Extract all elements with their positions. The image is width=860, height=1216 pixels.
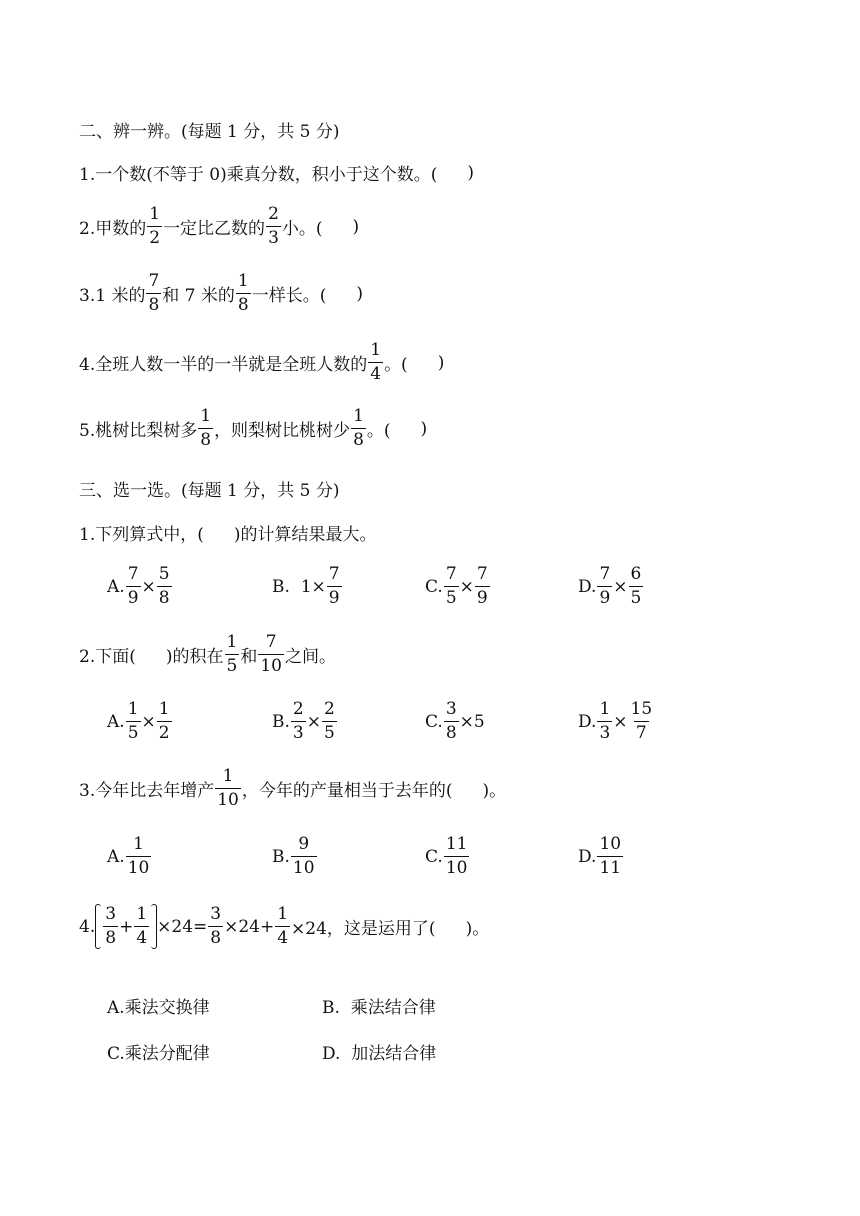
fraction: $\frac{1}{8}$ — [353, 406, 364, 450]
option-c[interactable]: C. $\frac{3}{8}$ ×5 — [425, 699, 485, 743]
fraction: $\frac{3}{8}$ — [105, 904, 117, 948]
fraction: $\frac{11}{10}$ — [445, 834, 468, 878]
option-b[interactable]: B. 1× $\frac{7}{9}$ — [272, 564, 340, 608]
option-d[interactable]: D. $\frac{7}{9}$ × $\frac{6}{5}$ — [578, 564, 642, 608]
fraction: $\frac{2}{3}$ — [268, 204, 279, 248]
fraction: $\frac{1}{5}$ — [226, 632, 238, 676]
fraction: $\frac{7}{9}$ — [328, 564, 340, 608]
fraction: $\frac{1}{4}$ — [136, 904, 148, 948]
s2-question-5: 5.桃树比梨树多 $\frac{1}{8}$ ，则梨树比桃树少 $\frac{1}{8}$ 。( ) — [79, 406, 428, 450]
option-d[interactable]: D. $\frac{1}{3}$ × $\frac{15}{7}$ — [578, 699, 653, 743]
option-c[interactable]: C. $\frac{11}{10}$ — [425, 834, 468, 878]
fraction: $\frac{9}{10}$ — [292, 834, 315, 878]
bracket-group: $\frac{3}{8}$ + $\frac{1}{4}$ — [95, 906, 157, 947]
s2-question-1: 1.一个数(不等于 0)乘真分数，积小于这个数。( ) — [79, 162, 474, 185]
fraction: $\frac{7}{9}$ — [476, 564, 488, 608]
fraction: $\frac{7}{9}$ — [599, 564, 611, 608]
option-b[interactable]: B. $\frac{9}{10}$ — [272, 834, 315, 878]
fraction: $\frac{3}{8}$ — [210, 904, 222, 948]
fraction: $\frac{2}{3}$ — [292, 699, 304, 743]
s2-question-2: 2.甲数的 $\frac{1}{2}$ 一定比乙数的 $\frac{2}{3}$ 小。( ) — [79, 204, 360, 248]
section3-heading: 三、选一选。(每题 1 分，共 5 分) — [79, 481, 340, 501]
fraction: $\frac{2}{5}$ — [323, 699, 335, 743]
option-c[interactable]: C. $\frac{7}{5}$ × $\frac{7}{9}$ — [425, 564, 488, 608]
fraction: $\frac{1}{2}$ — [149, 204, 161, 248]
fraction: $\frac{7}{8}$ — [148, 271, 160, 315]
s2-question-4: 4.全班人数一半的一半就是全班人数的 $\frac{1}{4}$ 。( ) — [79, 340, 445, 384]
option-d[interactable]: D. 加法结合律 — [322, 1044, 437, 1064]
option-b[interactable]: B. $\frac{2}{3}$ × $\frac{2}{5}$ — [272, 699, 335, 743]
option-a[interactable]: A. $\frac{1}{10}$ — [107, 834, 150, 878]
s3-question-2: 2.下面( )的积在 $\frac{1}{5}$ 和 $\frac{7}{10}$ 之间。 — [79, 632, 336, 676]
fraction: $\frac{7}{10}$ — [260, 632, 282, 676]
fraction: $\frac{7}{9}$ — [127, 564, 139, 608]
fraction: $\frac{15}{7}$ — [630, 699, 653, 743]
fraction: $\frac{5}{8}$ — [158, 564, 170, 608]
fraction: $\frac{1}{10}$ — [217, 766, 239, 810]
option-a[interactable]: A.乘法交换律 — [107, 998, 210, 1018]
fraction: $\frac{1}{2}$ — [158, 699, 170, 743]
s2-question-3: 3.1 米的 $\frac{7}{8}$ 和 7 米的 $\frac{1}{8}$ 一样长。( ) — [79, 271, 364, 315]
option-d[interactable]: D. $\frac{10}{11}$ — [578, 834, 622, 878]
option-c[interactable]: C.乘法分配律 — [107, 1044, 210, 1064]
fraction: $\frac{1}{4}$ — [277, 904, 289, 948]
option-b[interactable]: B. 乘法结合律 — [322, 998, 436, 1018]
fraction: $\frac{1}{10}$ — [127, 834, 150, 878]
fraction: $\frac{1}{5}$ — [127, 699, 139, 743]
fraction: $\frac{1}{8}$ — [200, 406, 212, 450]
s3-question-4: 4. $\frac{3}{8}$ + $\frac{1}{4}$ ×24= $\frac{3}{8}$ ×24+ $\frac{1}{4}$ ×24，这是运用了( )。 — [79, 904, 490, 948]
s3-question-3: 3.今年比去年增产 $\frac{1}{10}$ ，今年的产量相当于去年的( )。 — [79, 766, 507, 810]
fraction: $\frac{3}{8}$ — [445, 699, 457, 743]
s3-question-1: 1.下列算式中，( )的计算结果最大。 — [79, 525, 377, 545]
fraction: $\frac{6}{5}$ — [630, 564, 642, 608]
option-a[interactable]: A. $\frac{7}{9}$ × $\frac{5}{8}$ — [107, 564, 170, 608]
fraction: $\frac{10}{11}$ — [599, 834, 622, 878]
fraction: $\frac{1}{3}$ — [599, 699, 611, 743]
fraction: $\frac{1}{4}$ — [370, 340, 382, 384]
fraction: $\frac{7}{5}$ — [445, 564, 457, 608]
option-a[interactable]: A. $\frac{1}{5}$ × $\frac{1}{2}$ — [107, 699, 170, 743]
section2-heading: 二、辨一辨。(每题 1 分，共 5 分) — [79, 122, 340, 142]
fraction: $\frac{1}{8}$ — [237, 271, 249, 315]
